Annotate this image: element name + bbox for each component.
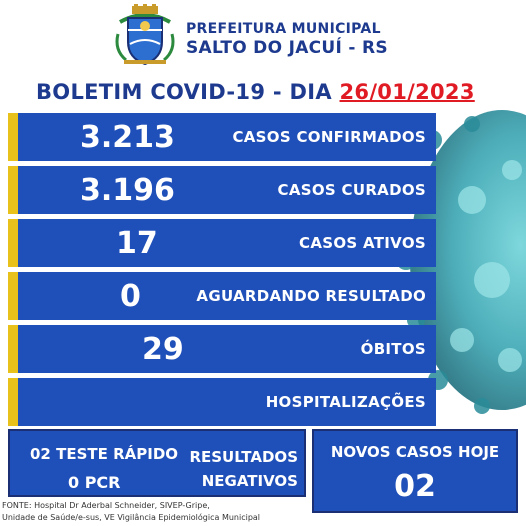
municipality-name [186,22,388,57]
bulletin-date: 26/01/2023 [339,80,475,104]
row-accent [8,378,18,426]
row-accent [8,113,18,161]
stat-row-deaths [8,325,436,373]
test-results [189,445,298,493]
new-cases-label: NOVOS CASOS HOJE [330,443,500,461]
stat-value: 29 [142,331,184,367]
stat-row-hospitalizations [8,378,436,426]
source-line-1: FONTE: Hospital Dr Aderbal Schneider, SIVEP-Gripe, [2,501,210,510]
stat-row-confirmed [8,113,436,161]
stat-value: 0 [120,278,141,314]
pcr-count: 0 PCR [68,473,121,492]
source-note [2,500,260,524]
row-accent [8,166,18,214]
tests-box [8,429,306,497]
new-cases-box [312,429,518,513]
stat-label: CASOS CURADOS [277,181,426,199]
org-line-1: PREFEITURA MUNICIPAL [186,21,381,37]
results-line-1: RESULTADOS [189,448,298,466]
row-accent [8,272,18,320]
results-line-2: NEGATIVOS [201,472,298,490]
stat-row-recovered [8,166,436,214]
stat-label: ÓBITOS [360,340,426,358]
stat-label: HOSPITALIZAÇÕES [265,393,426,411]
municipal-crest-icon [112,4,178,68]
stat-label: CASOS CONFIRMADOS [232,128,426,146]
stat-label: AGUARDANDO RESULTADO [196,287,426,305]
row-accent [8,325,18,373]
org-line-2: SALTO DO JACUÍ - RS [186,38,388,58]
stat-value: 3.196 [80,172,175,208]
stat-row-awaiting [8,272,436,320]
title-prefix: BOLETIM COVID-19 - DIA [36,80,340,104]
bulletin-title [36,80,475,104]
stat-value: 3.213 [80,119,175,155]
row-accent [8,219,18,267]
new-cases-value: 02 [394,469,436,504]
stat-value: 17 [116,225,158,261]
stat-row-active [8,219,436,267]
source-line-2: Unidade de Saúde/e-sus, VE Vigilância Epidemiológica Municipal [2,513,261,522]
stat-label: CASOS ATIVOS [299,234,426,252]
rapid-test-count: 02 TESTE RÁPIDO [30,445,179,463]
